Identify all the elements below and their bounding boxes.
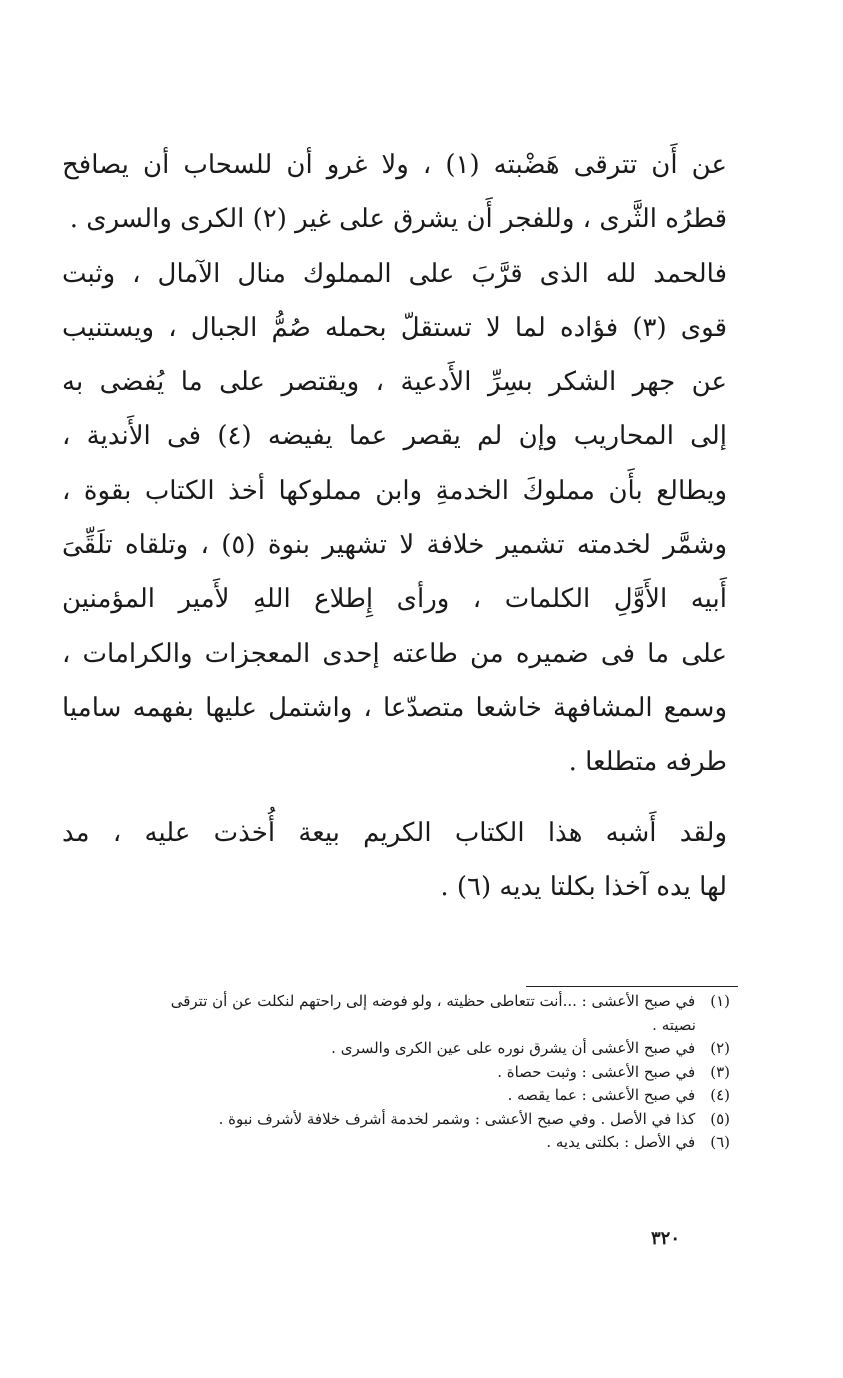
text-line: فالحمد لله الذى قرَّبَ على المملوك منال الآمال ، وثبت bbox=[62, 258, 727, 289]
text-line: إلى المحاريب وإن لم يقصر عما يفيضه (٤) فى الأَندية ، bbox=[62, 421, 727, 452]
footnote-text: في صبح الأعشى أن يشرق نوره على عين الكرى والسرى . bbox=[331, 1039, 696, 1057]
footnote-text: كذا في الأصل . وفي صبح الأعشى : وشمر لخدمة أشرف خلافة لأشرف نبوة . bbox=[218, 1109, 696, 1128]
footnote-text: في الأصل : بكلتى يديه . bbox=[546, 1133, 696, 1151]
text-line: لها يده آخذا بكلتا يديه (٦) . bbox=[440, 871, 727, 902]
text-line: عن أَن تترقى هَضْبته (١) ، ولا غرو أن للسحاب أن يصافح bbox=[62, 150, 727, 180]
text-line: وشمَّر لخدمته تشمير خلافة لا تشهير بنوة (٥) ، وتلقاه تلَقِّىَ bbox=[62, 530, 727, 561]
footnote-separator bbox=[526, 986, 738, 987]
text-line: وسمع المشافهة خاشعا متصدّعا ، واشتمل عليها بفهمه ساميا bbox=[62, 692, 727, 723]
text-line: على ما فى ضميره من طاعته إحدى المعجزات والكرامات ، bbox=[62, 638, 727, 669]
text-line: قطرُه الثَّرى ، وللفجر أَن يشرق على غير (٢) الكرى والسرى . bbox=[69, 204, 727, 235]
footnote-item bbox=[150, 990, 730, 1014]
footnote-number: (٤) bbox=[710, 1086, 730, 1104]
footnote-number: (١) bbox=[710, 992, 730, 1010]
footnote-text: في صبح الأعشى : عما يقصه . bbox=[507, 1086, 696, 1104]
text-line: ويطالع بأَن مملوكَ الخدمةِ وابن مملوكها أخذ الكتاب بقوة ، bbox=[62, 475, 727, 506]
text-line: أَبيه الأَوَّلِ الكلمات ، ورأى إِطلاع اللهِ لأَمير المؤمنين bbox=[62, 584, 727, 615]
footnote-item bbox=[150, 1108, 730, 1132]
footnote-number: (٢) bbox=[710, 1039, 730, 1057]
footnote-text: في صبح الأعشى : وثبت حصاة . bbox=[497, 1062, 696, 1081]
footnote-continuation: نصيته . bbox=[652, 1015, 696, 1034]
footnote-item bbox=[150, 1084, 730, 1108]
text-line: ولقد أَشبه هذا الكتاب الكريم بيعة أُخذت عليه ، مد bbox=[62, 817, 727, 848]
footnote-number: (٣) bbox=[710, 1062, 730, 1081]
text-line: قوى (٣) فؤاده لما لا تستقلّ بحمله صُمُّ الجبال ، ويستنيب bbox=[62, 312, 727, 343]
footnotes bbox=[150, 990, 730, 1155]
footnote-item bbox=[150, 1061, 730, 1085]
footnote-text: في صبح الأعشى : ...أنت تتعاطى حظيته ، ولو فوضه إلى راحتهم لنكلت عن أن تترقى bbox=[170, 992, 696, 1010]
footnote-item bbox=[150, 1037, 730, 1061]
footnote-item bbox=[150, 1131, 730, 1155]
main-text bbox=[62, 138, 727, 914]
text-line: طرفه متطلعا . bbox=[568, 747, 727, 778]
page-number: ٣٢٠ bbox=[650, 1228, 680, 1249]
text-line: عن جهر الشكر بسِرِّ الأَدعية ، ويقتصر على ما يُفضى به bbox=[62, 367, 727, 398]
footnote-number: (٦) bbox=[710, 1133, 730, 1151]
footnote-number: (٥) bbox=[710, 1109, 730, 1128]
